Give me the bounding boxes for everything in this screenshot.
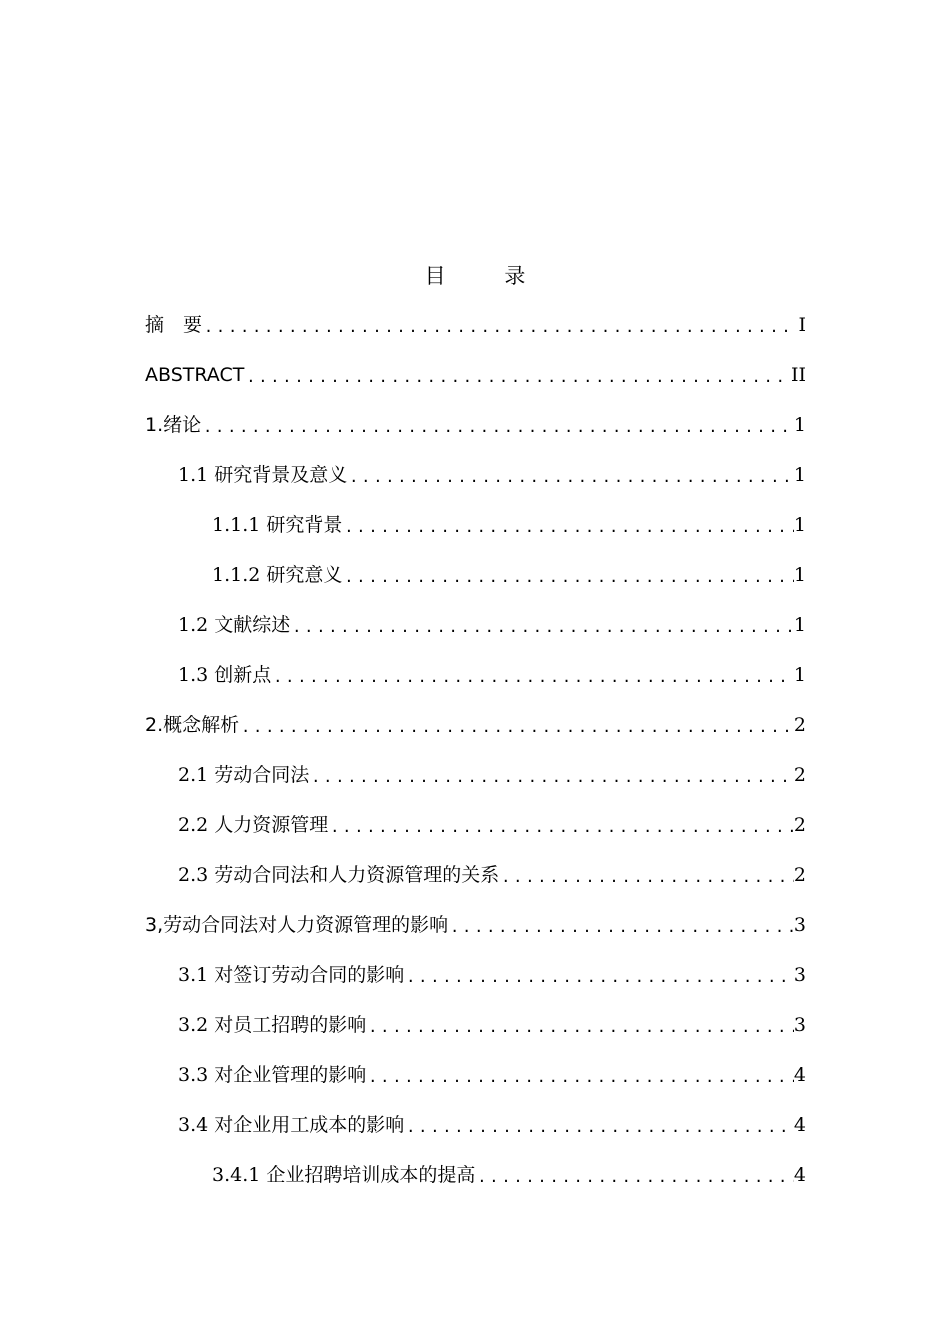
toc-entry[interactable] <box>145 910 806 940</box>
toc-entry[interactable] <box>145 360 806 390</box>
toc-entry-page: 1 <box>793 514 806 536</box>
toc-dot-leader <box>347 464 794 490</box>
toc-entry-page: 4 <box>793 1114 806 1136</box>
toc-entry[interactable] <box>145 410 806 440</box>
toc-entry-page: 1 <box>793 464 806 486</box>
toc-dot-leader <box>404 964 794 990</box>
toc-entry-label: 1.3 创新点 <box>178 664 272 686</box>
toc-entry[interactable] <box>212 510 806 540</box>
toc-dot-leader <box>201 414 794 440</box>
toc-entry-page: 3 <box>793 914 806 936</box>
toc-entry-label: 1.1.1 研究背景 <box>212 514 343 536</box>
toc-entry-label: 3.3 对企业管理的影响 <box>178 1064 367 1086</box>
toc-entry-page: 1 <box>793 414 806 436</box>
toc-entry-label: 1.绪论 <box>145 414 202 436</box>
toc-entry-label: 2.1 劳动合同法 <box>178 764 310 786</box>
toc-dot-leader <box>475 1164 794 1190</box>
toc-title: 目 录 <box>424 264 552 288</box>
toc-entry-page: 2 <box>793 864 806 886</box>
toc-entry[interactable] <box>178 860 806 890</box>
toc-entry-page: 1 <box>793 564 806 586</box>
toc-entry-label: 2.概念解析 <box>145 714 240 736</box>
toc-entry[interactable] <box>178 660 806 690</box>
toc-dot-leader <box>202 314 794 340</box>
toc-entry[interactable] <box>212 1160 806 1190</box>
toc-entry-page: 3 <box>793 1014 806 1036</box>
toc-entry-label: 摘 要 <box>145 314 203 336</box>
toc-dot-leader <box>239 714 794 740</box>
toc-entry[interactable] <box>178 760 806 790</box>
toc-dot-leader <box>366 1064 794 1090</box>
toc-entry[interactable] <box>178 810 806 840</box>
toc-entry-page: 2 <box>793 764 806 786</box>
toc-entry-label: 3.4.1 企业招聘培训成本的提高 <box>212 1164 476 1186</box>
toc-dot-leader <box>342 564 794 590</box>
toc-entry-label: 3.4 对企业用工成本的影响 <box>178 1114 405 1136</box>
toc-entry-label: 1.2 文献综述 <box>178 614 291 636</box>
toc-dot-leader <box>290 614 794 640</box>
toc-dot-leader <box>499 864 794 890</box>
toc-dot-leader <box>366 1014 794 1040</box>
toc-entry[interactable] <box>178 610 806 640</box>
toc-entry-label: 2.2 人力资源管理 <box>178 814 329 836</box>
toc-entry-page: 1 <box>793 664 806 686</box>
toc-entry[interactable] <box>178 1110 806 1140</box>
toc-entry-label: ABSTRACT <box>145 364 245 386</box>
toc-entry-label: 1.1.2 研究意义 <box>212 564 343 586</box>
toc-dot-leader <box>448 914 794 940</box>
toc-entry-label: 3.1 对签订劳动合同的影响 <box>178 964 405 986</box>
toc-entry-page: 2 <box>793 714 806 736</box>
toc-dot-leader <box>309 764 794 790</box>
toc-entry[interactable] <box>178 460 806 490</box>
toc-dot-leader <box>342 514 794 540</box>
toc-dot-leader <box>244 364 791 390</box>
toc-dot-leader <box>328 814 794 840</box>
toc-entry-label: 1.1 研究背景及意义 <box>178 464 348 486</box>
toc-entry[interactable] <box>178 1060 806 1090</box>
toc-entry-page: 4 <box>793 1064 806 1086</box>
toc-entry-page: Ⅰ <box>798 314 806 336</box>
toc-entry-page: 4 <box>793 1164 806 1186</box>
toc-entry[interactable] <box>145 310 806 340</box>
toc-dot-leader <box>271 664 794 690</box>
toc-entry-label: 3,劳动合同法对人力资源管理的影响 <box>145 914 449 936</box>
toc-dot-leader <box>404 1114 794 1140</box>
toc-entry[interactable] <box>212 560 806 590</box>
toc-entry[interactable] <box>178 1010 806 1040</box>
toc-entry-label: 2.3 劳动合同法和人力资源管理的关系 <box>178 864 500 886</box>
toc-entry-page: 3 <box>793 964 806 986</box>
toc-entry[interactable] <box>178 960 806 990</box>
toc-entry-page: 2 <box>793 814 806 836</box>
toc-entry-page: 1 <box>793 614 806 636</box>
toc-entry-label: 3.2 对员工招聘的影响 <box>178 1014 367 1036</box>
toc-entry-page: II <box>790 364 806 386</box>
toc-entry[interactable] <box>145 710 806 740</box>
